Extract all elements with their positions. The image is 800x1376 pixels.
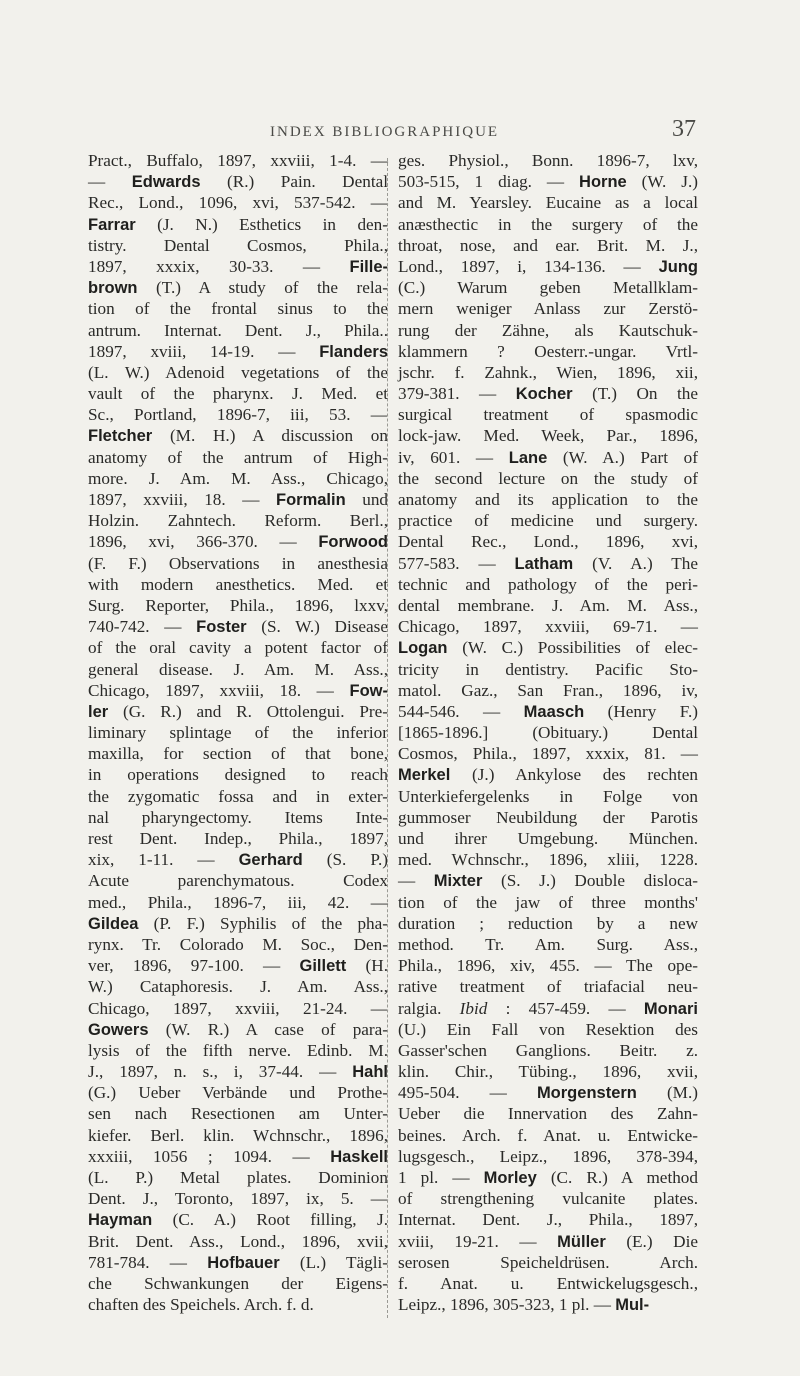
text-line xyxy=(398,192,698,213)
text-line xyxy=(88,955,388,976)
text-line xyxy=(398,531,698,552)
text-line xyxy=(88,362,388,383)
text-line xyxy=(88,1125,388,1146)
left-column xyxy=(88,150,388,1315)
text-line xyxy=(88,616,388,637)
entry-text: 544-546. — xyxy=(398,701,524,721)
entry-text: Chicago, 1897, xxviii, 21-24. — xyxy=(88,998,388,1018)
entry-heading: Hofbauer xyxy=(207,1253,280,1272)
entry-text: throat, nose, and ear. Brit. M. J., xyxy=(398,235,698,255)
text-line xyxy=(88,574,388,595)
text-line xyxy=(88,659,388,680)
text-line xyxy=(398,892,698,913)
text-line xyxy=(88,786,388,807)
text-line xyxy=(88,256,388,277)
text-line xyxy=(88,553,388,574)
entry-text: (J.) Ankylose des rechten xyxy=(450,765,698,785)
entry-heading: Foster xyxy=(196,618,247,637)
entry-text: (U.) Ein Fall von Resektion des xyxy=(398,1019,698,1039)
text-line xyxy=(88,1167,388,1188)
entry-heading: Horne xyxy=(579,173,627,192)
entry-text: the second lecture on the study of xyxy=(398,468,698,488)
entry-text: 1 pl. — xyxy=(398,1168,484,1187)
entry-text: (G. R.) and R. Ottolengui. Pre- xyxy=(108,701,388,721)
entry-heading: Mixter xyxy=(433,872,483,891)
entry-text: mern weniger Anlass zur Zerstö- xyxy=(398,299,698,319)
text-line xyxy=(88,913,388,934)
text-line xyxy=(398,447,698,468)
entry-text: rung der Zähne, als Kautschuk- xyxy=(398,320,698,340)
entry-text: tricity in dentistry. Pacific Sto- xyxy=(398,659,698,679)
text-line xyxy=(398,1125,698,1146)
text-line xyxy=(398,1252,698,1273)
entry-heading: Morley xyxy=(483,1169,537,1187)
entry-text: (T.) A study of the rela- xyxy=(137,278,388,298)
entry-heading: Merkel xyxy=(398,766,451,785)
entry-text: (C. A.) Root filling, J. xyxy=(152,1210,388,1230)
entry-text: rynx. Tr. Colorado M. Soc., Den- xyxy=(88,934,388,954)
text-line xyxy=(88,1082,388,1103)
text-line xyxy=(398,1103,698,1124)
entry-heading: Gerhard xyxy=(238,851,303,870)
entry-text: (P. F.) Syphilis of the pha- xyxy=(138,913,388,933)
right-column xyxy=(398,150,698,1315)
entry-text: Holzin. Zahntech. Reform. Berl., xyxy=(88,511,388,531)
entry-text: vault of the pharynx. J. Med. et xyxy=(88,384,388,404)
text-line xyxy=(398,404,698,425)
entry-text: — xyxy=(88,172,132,192)
text-line xyxy=(398,362,698,383)
entry-text: (C. R.) A method xyxy=(536,1168,698,1187)
text-line xyxy=(88,934,388,955)
text-line xyxy=(88,277,388,298)
text-line xyxy=(88,531,388,552)
entry-text: (S. P.) xyxy=(302,850,388,870)
entry-text: xviii, 19-21. — xyxy=(398,1231,558,1251)
text-line xyxy=(398,786,698,807)
entry-heading: Flanders xyxy=(319,342,388,361)
page-number: 37 xyxy=(672,116,696,142)
entry-text: beines. Arch. f. Anat. u. Entwicke- xyxy=(398,1125,698,1145)
text-line xyxy=(398,320,698,341)
text-line xyxy=(398,722,698,743)
text-line xyxy=(88,828,388,849)
entry-text: antrum. Internat. Dent. J., Phila.. xyxy=(88,320,388,340)
entry-text: klin. Chir., Tübing., 1896, xvii, xyxy=(398,1062,698,1082)
entry-text: Sc., Portland, 1896-7, iii, 53. — xyxy=(88,405,388,425)
text-line xyxy=(88,1188,388,1209)
entry-text: Pract., Buffalo, 1897, xxviii, 1-4. — xyxy=(88,151,388,170)
entry-text: 740-742. — xyxy=(88,617,197,637)
text-line xyxy=(398,701,698,722)
entry-text: iv, 601. — xyxy=(398,447,509,467)
entry-text: klammern ? Oesterr.-ungar. Vrtl- xyxy=(398,341,698,361)
text-line xyxy=(398,383,698,404)
text-line xyxy=(88,1273,388,1294)
entry-heading: Maasch xyxy=(523,702,585,721)
text-line xyxy=(398,955,698,976)
text-line xyxy=(398,1209,698,1230)
entry-text: (G.) Ueber Verbände und Prothe- xyxy=(88,1083,388,1103)
entry-text: Surg. Reporter, Phila., 1896, lxxv, xyxy=(88,595,388,615)
text-line xyxy=(88,425,388,446)
entry-text: jschr. f. Zahnk., Wien, 1896, xii, xyxy=(398,362,698,382)
text-line xyxy=(88,171,388,192)
text-line xyxy=(398,934,698,955)
entry-text: med., Phila., 1896-7, iii, 42. — xyxy=(88,892,388,912)
entry-text: surgical treatment of spasmodic xyxy=(398,405,698,425)
entry-text: [1865-1896.] (Obituary.) Dental xyxy=(398,723,698,743)
text-line xyxy=(88,214,388,235)
text-line xyxy=(88,764,388,785)
entry-text: (W. C.) Possibilities of elec- xyxy=(447,638,698,658)
text-line xyxy=(88,722,388,743)
text-line xyxy=(88,849,388,870)
entry-text: med. Wchnschr., 1896, xliii, 1228. xyxy=(398,850,698,870)
text-line xyxy=(88,1061,388,1082)
entry-text: Acute parenchymatous. Codex xyxy=(88,871,388,891)
entry-heading: Gillett xyxy=(299,957,347,976)
text-line xyxy=(88,595,388,616)
entry-text: f. Anat. u. Entwickelugsgesch., xyxy=(398,1273,698,1293)
text-line xyxy=(88,404,388,425)
entry-text: che Schwankungen der Eigens- xyxy=(88,1273,388,1293)
text-line xyxy=(398,425,698,446)
entry-text: (W. J.) xyxy=(626,172,698,192)
text-line xyxy=(88,489,388,510)
entry-text: und ihrer Umgebung. München. xyxy=(398,829,698,848)
text-line xyxy=(88,298,388,319)
entry-text: (L. W.) Adenoid vegetations of the xyxy=(88,362,388,382)
entry-heading: Edwards xyxy=(131,173,201,192)
entry-text: technic and pathology of the peri- xyxy=(398,574,698,594)
text-line xyxy=(88,510,388,531)
entry-text: ver, 1896, 97-100. — xyxy=(88,956,300,976)
entry-heading: Fow- xyxy=(349,681,388,700)
text-line xyxy=(398,637,698,658)
text-line xyxy=(398,998,698,1019)
entry-text: und xyxy=(345,490,389,509)
text-line xyxy=(398,235,698,256)
entry-text: sen nach Resectionen am Unter- xyxy=(88,1104,388,1124)
entry-heading: Morgenstern xyxy=(536,1084,637,1103)
text-line xyxy=(88,998,388,1019)
text-line xyxy=(88,1294,388,1315)
entry-text: (M. H.) A discussion on xyxy=(152,426,388,446)
text-line xyxy=(88,1103,388,1124)
text-line xyxy=(88,976,388,997)
entry-text: Unterkiefergelenks in Folge von xyxy=(398,786,698,806)
entry-text: (R.) Pain. Dental xyxy=(200,172,388,192)
text-line xyxy=(398,680,698,701)
entry-heading: Monari xyxy=(643,999,698,1018)
entry-text: anatomy and its application to the xyxy=(398,490,698,509)
text-line xyxy=(398,1019,698,1040)
entry-text: J., 1897, n. s., i, 37-44. — xyxy=(88,1062,353,1082)
entry-heading: Formalin xyxy=(275,491,346,509)
entry-text: lugsgesch., Leipz., 1896, 378-394, xyxy=(398,1146,698,1166)
entry-text: (C.) Warum geben Metallklam- xyxy=(398,278,698,298)
entry-text: maxilla, for section of that bone, xyxy=(88,744,388,764)
entry-text: more. J. Am. M. Ass., Chicago, xyxy=(88,468,388,488)
entry-heading: Gowers xyxy=(88,1020,149,1039)
text-line xyxy=(398,489,698,510)
entry-text: general disease. J. Am. M. Ass., xyxy=(88,659,388,679)
entry-heading: Logan xyxy=(398,639,448,658)
entry-text: chaften des Speichels. Arch. f. d. xyxy=(88,1295,314,1315)
text-line xyxy=(88,637,388,658)
text-line xyxy=(398,1294,698,1315)
entry-text: 495-504. — xyxy=(398,1083,537,1103)
text-line xyxy=(398,574,698,595)
entry-heading: brown xyxy=(88,279,138,298)
entry-text: (S. J.) Double disloca- xyxy=(482,871,699,891)
entry-text: tistry. Dental Cosmos, Phila., xyxy=(88,235,388,255)
entry-text: 781-784. — xyxy=(88,1252,208,1272)
text-line xyxy=(398,1082,698,1103)
entry-text: (E.) Die xyxy=(605,1231,698,1251)
entry-text: ges. Physiol., Bonn. 1896-7, lxv, xyxy=(398,151,698,170)
entry-text: the zygomatic fossa and in exter- xyxy=(88,786,388,806)
entry-text: Cosmos, Phila., 1897, xxxix, 81. — xyxy=(398,744,698,764)
entry-text: Dental Rec., Lond., 1896, xvi, xyxy=(398,532,698,552)
entry-text: gummoser Neubildung der Parotis xyxy=(398,807,698,827)
entry-text: ralgia. xyxy=(398,998,460,1018)
entry-text: xxxiii, 1056 ; 1094. — xyxy=(88,1146,331,1166)
entry-text: tion of the jaw of three months' xyxy=(398,892,698,912)
entry-heading: Mul- xyxy=(615,1296,650,1315)
entry-text: Dent. J., Toronto, 1897, ix, 5. — xyxy=(88,1189,388,1209)
entry-text: (S. W.) Disease xyxy=(246,617,388,637)
text-line xyxy=(88,468,388,489)
entry-heading: Lane xyxy=(508,448,548,467)
entry-text: rest Dent. Indep., Phila., 1897, xyxy=(88,829,388,848)
text-line xyxy=(88,870,388,891)
italic-text: Ibid xyxy=(459,998,488,1018)
entry-text: Chicago, 1897, xxviii, 18. — xyxy=(88,680,350,700)
entry-text: and M. Yearsley. Eucaine as a local xyxy=(398,193,698,213)
entry-text: method. Tr. Am. Surg. Ass., xyxy=(398,934,698,954)
text-line xyxy=(398,341,698,362)
entry-text: 1897, xxxix, 30-33. — xyxy=(88,256,350,276)
entry-text: xix, 1-11. — xyxy=(88,850,239,870)
text-line xyxy=(88,383,388,404)
text-line xyxy=(88,341,388,362)
entry-text: tion of the frontal sinus to the xyxy=(88,299,388,319)
entry-text: Gasser'schen Ganglions. Beitr. z. xyxy=(398,1040,698,1060)
text-line xyxy=(398,510,698,531)
entry-heading: Hahl xyxy=(352,1063,388,1082)
entry-text: Rec., Lond., 1096, xvi, 537-542. — xyxy=(88,193,388,213)
text-line xyxy=(88,701,388,722)
entry-heading: Fletcher xyxy=(88,427,153,446)
text-line xyxy=(88,1019,388,1040)
text-line xyxy=(398,1167,698,1188)
entry-text: anatomy of the antrum of High- xyxy=(88,447,388,467)
text-line xyxy=(398,1188,698,1209)
text-line xyxy=(88,320,388,341)
text-line xyxy=(88,447,388,468)
entry-text: (L. P.) Metal plates. Dominion xyxy=(88,1168,388,1187)
entry-text: (V. A.) The xyxy=(573,553,698,573)
entry-text: 379-381. — xyxy=(398,384,516,404)
entry-text: Phila., 1896, xiv, 455. — The ope- xyxy=(398,956,698,976)
entry-heading: Gildea xyxy=(88,914,139,933)
text-line xyxy=(88,150,388,171)
text-line xyxy=(398,807,698,828)
text-line xyxy=(88,1209,388,1230)
entry-heading: Jung xyxy=(658,257,698,276)
text-line xyxy=(398,553,698,574)
text-line xyxy=(398,1146,698,1167)
entry-text: Ueber die Innervation des Zahn- xyxy=(398,1104,698,1124)
entry-heading: Fille- xyxy=(349,257,388,276)
entry-text: 503-515, 1 diag. — xyxy=(398,172,580,192)
text-line xyxy=(88,892,388,913)
text-line xyxy=(398,214,698,235)
text-line xyxy=(398,298,698,319)
entry-heading: Hayman xyxy=(88,1211,153,1230)
entry-text: lysis of the fifth nerve. Edinb. M. xyxy=(88,1040,388,1060)
text-line xyxy=(398,150,698,171)
text-line xyxy=(398,1231,698,1252)
text-line xyxy=(88,1252,388,1273)
text-line xyxy=(398,1273,698,1294)
entry-text: liminary splintage of the inferior xyxy=(88,723,388,743)
entry-text: matol. Gaz., San Fran., 1896, iv, xyxy=(398,680,698,700)
text-line xyxy=(88,1040,388,1061)
entry-heading: Latham xyxy=(514,554,574,573)
entry-text: lock-jaw. Med. Week, Par., 1896, xyxy=(398,426,698,446)
entry-text: anæsthectic in the surgery of the xyxy=(398,214,698,234)
running-title: INDEX BIBLIOGRAPHIQUE xyxy=(270,124,500,140)
text-line xyxy=(88,192,388,213)
entry-text: Internat. Dent. J., Phila., 1897, xyxy=(398,1210,698,1230)
running-head xyxy=(0,116,800,144)
text-line xyxy=(398,659,698,680)
entry-text: 1896, xvi, 366-370. — xyxy=(88,532,319,552)
text-line xyxy=(398,764,698,785)
entry-text: dental membrane. J. Am. M. Ass., xyxy=(398,595,698,615)
text-line xyxy=(88,680,388,701)
entry-text: 1897, xviii, 14-19. — xyxy=(88,341,320,361)
text-line xyxy=(398,256,698,277)
entry-text: with modern anesthetics. Med. et xyxy=(88,574,388,594)
entry-text: (J. N.) Esthetics in den- xyxy=(135,214,388,234)
text-line xyxy=(398,913,698,934)
text-line xyxy=(398,743,698,764)
text-line xyxy=(88,1146,388,1167)
text-line xyxy=(398,976,698,997)
entry-text: duration ; reduction by a new xyxy=(398,913,698,933)
entry-heading: Forwood xyxy=(318,533,388,552)
entry-heading: Farrar xyxy=(88,215,136,234)
entry-text: Leipz., 1896, 305-323, 1 pl. — xyxy=(398,1295,616,1315)
entry-text: of the oral cavity a potent factor of xyxy=(88,638,388,658)
text-line xyxy=(398,171,698,192)
entry-text: of strengthening vulcanite plates. xyxy=(398,1189,698,1209)
text-line xyxy=(398,1040,698,1061)
entry-text: W.) Cataphoresis. J. Am. Ass., xyxy=(88,977,388,997)
entry-heading: Haskell xyxy=(330,1147,388,1166)
entry-text: (L.) Tägli- xyxy=(279,1252,388,1272)
entry-text: (W. R.) A case of para- xyxy=(148,1019,388,1039)
text-line xyxy=(88,807,388,828)
entry-text: serosen Speicheldrüsen. Arch. xyxy=(398,1252,698,1272)
entry-text: Chicago, 1897, xxviii, 69-71. — xyxy=(398,617,698,637)
entry-text: kiefer. Berl. klin. Wchnschr., 1896, xyxy=(88,1125,388,1145)
text-line xyxy=(398,616,698,637)
entry-heading: ler xyxy=(88,702,109,721)
column-divider xyxy=(387,158,388,1318)
entry-text: (W. A.) Part of xyxy=(547,447,698,467)
entry-text: rative treatment of triafacial neu- xyxy=(398,977,698,997)
entry-text: 1897, xxviii, 18. — xyxy=(88,490,276,509)
entry-text: (M.) xyxy=(636,1083,698,1103)
text-line xyxy=(398,277,698,298)
entry-text: — xyxy=(398,871,434,891)
entry-text: (F. F.) Observations in anesthesia xyxy=(88,553,388,573)
entry-text: Lond., 1897, i, 134-136. — xyxy=(398,256,659,276)
entry-text: nal pharyngectomy. Items Inte- xyxy=(88,807,388,827)
text-line xyxy=(88,1231,388,1252)
entry-text: (Henry F.) xyxy=(584,701,698,721)
text-line xyxy=(398,468,698,489)
entry-text: in operations designed to reach xyxy=(88,765,388,785)
entry-heading: Müller xyxy=(557,1232,606,1251)
entry-text: Brit. Dent. Ass., Lond., 1896, xvii, xyxy=(88,1231,388,1251)
entry-text: practice of medicine und surgery. xyxy=(398,511,698,531)
text-line xyxy=(398,595,698,616)
entry-heading: Kocher xyxy=(515,385,573,404)
text-line xyxy=(398,849,698,870)
text-line xyxy=(398,828,698,849)
text-line xyxy=(88,235,388,256)
text-line xyxy=(398,870,698,891)
entry-text: : 457-459. — xyxy=(487,998,644,1018)
text-line xyxy=(88,743,388,764)
text-line xyxy=(398,1061,698,1082)
entry-text: (T.) On the xyxy=(572,384,698,404)
entry-text: 577-583. — xyxy=(398,553,515,573)
entry-text: (H. xyxy=(346,956,388,976)
